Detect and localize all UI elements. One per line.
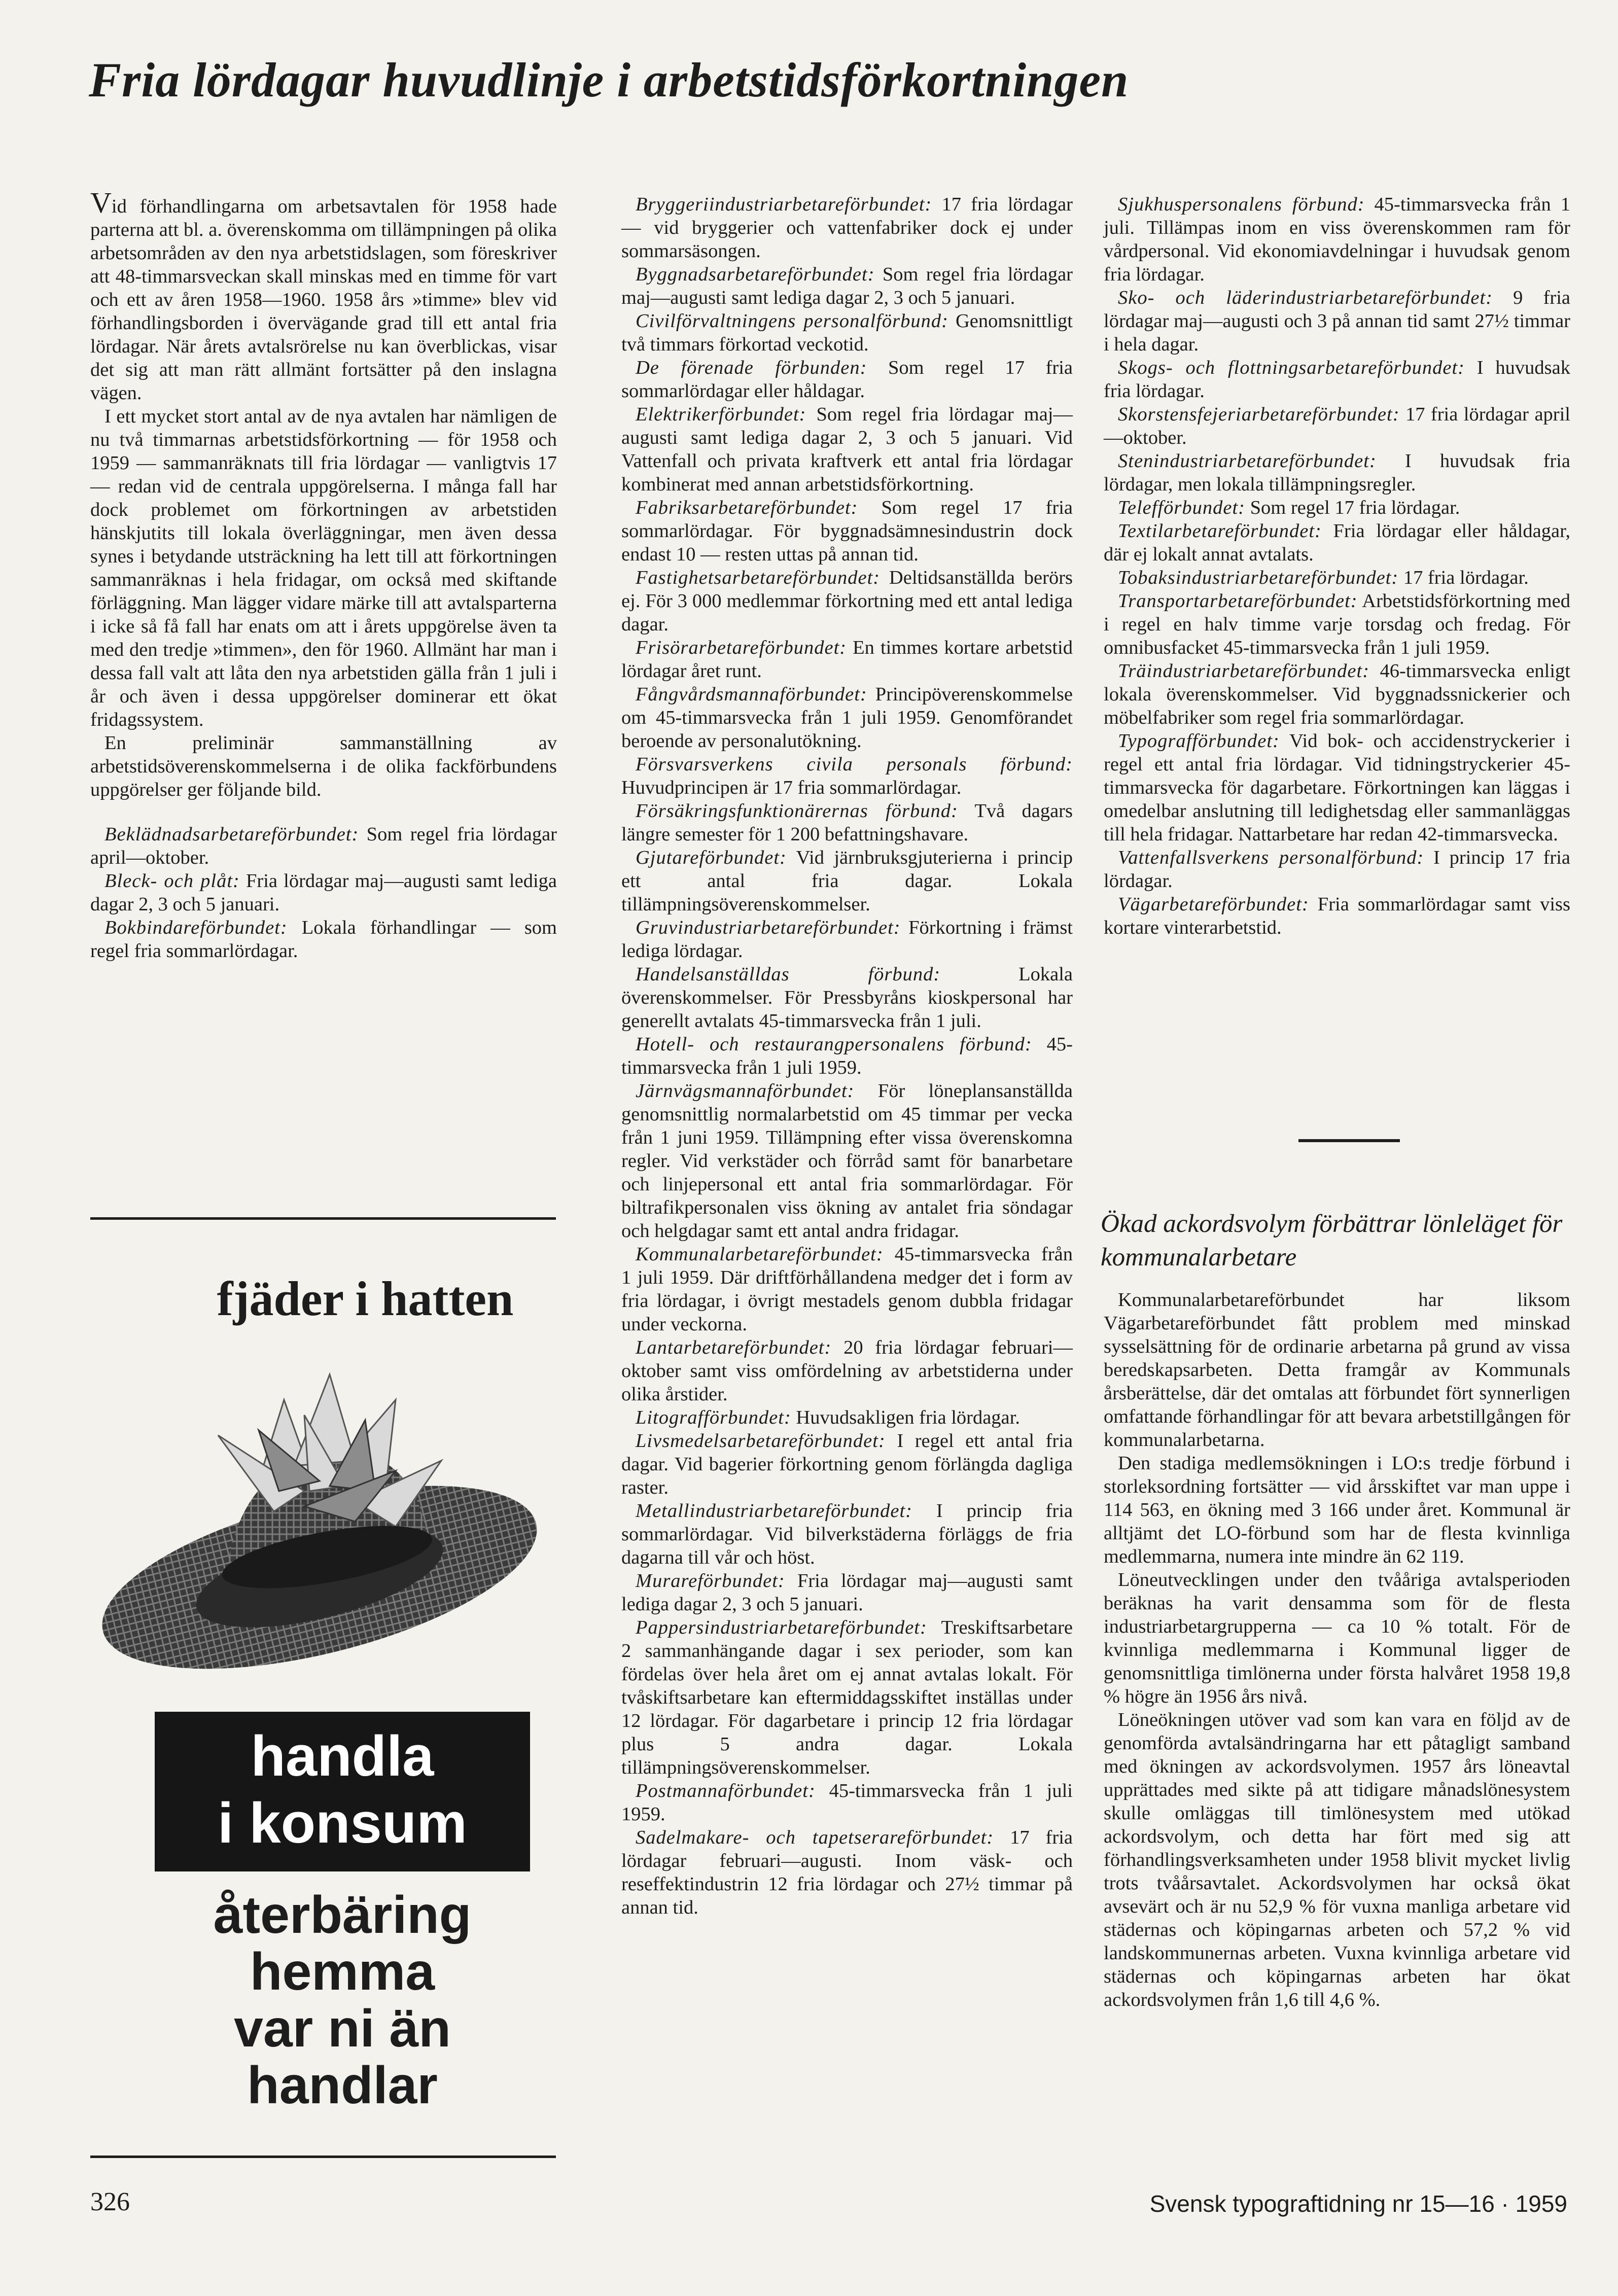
union-entry	[90, 916, 557, 963]
union-text: Huvudsakligen fria lördagar.	[791, 1407, 1020, 1428]
intro-paragraph: Vid förhandlingarna om arbetsavtalen för 1958 hade parterna att bl. a. överenskomma om tillämpningen på olika arbetsområden av den nya arbetstidslagen, som föreskriver att 48-timmarsveckan skall minskas med en timme för vart och ett av åren 1958—1960. 1958 års »timme» blev vid förhandlingsborden i övervägande grad till ett antal fria lördagar. När årets avtalsrörelse nu kan överblickas, visar det sig att man rätt allmänt fortsätter på den inslagna vägen.	[90, 186, 557, 404]
union-entry	[621, 566, 1073, 636]
union-name: Handelsanställdas förbund:	[636, 964, 941, 985]
union-text: Fria lördagar maj—augusti samt lediga dagar 2, 3 och 5 januari.	[621, 1570, 1073, 1615]
union-entry	[90, 823, 557, 869]
union-text: 17 fria lördagar april—oktober.	[1104, 404, 1570, 448]
union-name: Murareförbundet:	[636, 1570, 785, 1592]
union-name: Metallindustriarbetareförbundet:	[636, 1500, 912, 1522]
union-text: Förkortning i främst lediga lördagar.	[621, 917, 1073, 962]
union-text: Huvudprincipen är 17 fria sommarlördagar.	[621, 777, 962, 798]
union-text: I princip fria sommarlördagar. Vid bilverkstäderna förläggs de fria dagarna till vår och höst.	[621, 1500, 1073, 1568]
union-entry	[621, 1779, 1073, 1826]
union-name: Träindustriarbetareförbundet:	[1118, 660, 1370, 682]
union-entry	[1104, 729, 1570, 846]
union-entry	[1104, 286, 1570, 356]
union-text: Lokala förhandlingar — som regel fria sommarlördagar.	[90, 917, 557, 962]
union-name: Bryggeriindustriarbetareförbundet:	[636, 194, 932, 215]
union-text: 17 fria lördagar — vid bryggerier och vattenfabriker dock ej under sommarsäsongen.	[621, 194, 1073, 262]
union-name: Skorstensfejeriarbetareförbundet:	[1118, 404, 1400, 425]
union-text: Som regel fria lördagar maj—augusti samt lediga dagar 2, 3 och 5 januari.	[621, 264, 1073, 308]
union-entry	[621, 1243, 1073, 1336]
union-entry	[621, 263, 1073, 309]
union-text: Som regel fria lördagar maj—augusti samt lediga dagar 2, 3 och 5 januari. Vid Vattenfall och privata kraftverk ett antal fria lördagar kombinerat med annan arbetstidsförkortning.	[621, 404, 1073, 495]
union-entry	[1104, 846, 1570, 893]
union-name: Civilförvaltningens personalförbund:	[636, 310, 948, 332]
union-entry	[621, 1616, 1073, 1779]
union-name: Fabriksarbetareförbundet:	[636, 497, 858, 518]
union-text: Arbetstidsförkortning med i regel en halv timme varje torsdag och fredag. För omnibusfacket 45-timmarsvecka från 1 juli 1959.	[1104, 590, 1570, 658]
union-name: Lantarbetareförbundet:	[636, 1337, 832, 1358]
column-divider-rule	[90, 1217, 556, 1220]
headline: Fria lördagar huvudlinje i arbetstidsförkortningen	[89, 53, 1129, 107]
union-name: Textilarbetareförbundet:	[1118, 520, 1322, 542]
union-name: Tobaksindustriarbetareförbundet:	[1118, 567, 1399, 588]
union-entry	[621, 1569, 1073, 1616]
union-name: Byggnadsarbetareförbundet:	[636, 264, 875, 285]
union-entry	[621, 309, 1073, 356]
union-entry	[621, 799, 1073, 846]
union-name: De förenade förbunden:	[636, 357, 867, 378]
ad-tagline-line: handlar	[247, 2056, 438, 2115]
union-entry	[1104, 449, 1570, 496]
union-text: 9 fria lördagar maj—augusti och 3 på annan tid samt 27½ timmar i hela dagar.	[1104, 287, 1570, 355]
union-name: Sko- och läderindustriarbetareförbundet:	[1118, 287, 1493, 308]
union-text: 17 fria lördagar februari—augusti. Inom väsk- och reseffektindustrin 12 fria lördagar och 27½ timmar på annan tid.	[621, 1827, 1073, 1918]
union-text: 20 fria lördagar februari—oktober samt viss omfördelning av arbetstiderna under olika årstider.	[621, 1337, 1073, 1405]
union-entry	[621, 1033, 1073, 1079]
ad-slogan-box	[155, 1712, 530, 1871]
union-entry	[1104, 566, 1570, 589]
union-name: Försäkringsfunktionärernas förbund:	[636, 800, 958, 822]
union-text: Lokala överenskommelser. För Pressbyråns kioskpersonal har generellt avtalats 45-timmarsvecka från 1 juli.	[621, 964, 1073, 1032]
union-text: 45-timmarsvecka från 1 juli. Tillämpas inom en viss överenskommen ram för vårdpersonal. Vid ekonomiavdelningar i huvudsak genom fria lördagar.	[1104, 194, 1571, 285]
hat-illustration	[91, 1339, 558, 1694]
union-text: Principöverenskommelse om 45-timmarsvecka från 1 juli 1959. Genomförandet beroende av personalutökning.	[621, 684, 1073, 752]
union-entry	[1104, 589, 1570, 659]
union-text: Fria lördagar eller håldagar, där ej lokalt annat avtalats.	[1104, 520, 1570, 565]
union-name: Vattenfallsverkens personalförbund:	[1118, 847, 1424, 868]
article-column-1	[90, 186, 557, 963]
union-entry	[1104, 496, 1570, 519]
union-name: Livsmedelsarbetareförbundet:	[636, 1430, 886, 1452]
union-text: Vid bok- och accidenstryckerier i regel ett antal fria lördagar. Vid tidningstryckerier 45-timmarsvecka för dagarbetare. Förkortningen kan läggas i omedelbar anslutning till ledighetsdag eller sammanläggas till hela fridagar. Nattarbetare har redan 42-timmarsvecka.	[1104, 730, 1570, 845]
union-entry	[621, 403, 1073, 496]
union-entry	[621, 1336, 1073, 1406]
union-name: Frisörarbetareförbundet:	[636, 637, 847, 658]
union-entry	[1104, 193, 1570, 286]
union-entry	[621, 753, 1073, 799]
article2-body	[1104, 1288, 1570, 2011]
union-entry	[621, 193, 1073, 263]
union-text: Två dagars längre semester för 1 200 befattningshavare.	[621, 800, 1073, 845]
article2-title: Ökad ackordsvolym förbättrar lönleläget för kommunalarbetare	[1101, 1210, 1563, 1271]
union-name: Typografförbundet:	[1118, 730, 1280, 752]
union-entry	[621, 963, 1073, 1033]
union-text: Som regel 17 fria sommarlördagar eller håldagar.	[621, 357, 1073, 402]
union-text: I regel ett antal fria dagar. Vid bagerier förkortning genom förlängda dagliga raster.	[621, 1430, 1073, 1498]
article2-paragraph: Den stadiga medlemsökningen i LO:s tredje förbund i storleksordning fortsätter — vid årsskiftet var man uppe i 114 563, en ökning med 3 166 under året. Kommunal är alltjämt det LO-förbund som har de flesta kvinnliga medlemmarna, numera inte mindre än 62 119.	[1104, 1453, 1570, 1567]
paragraph: I ett mycket stort antal av de nya avtalen har nämligen de nu två timmarnas arbetstidsförkortning — för 1958 och 1959 — sammanräknats till fria lördagar — vanligtvis 17 — redan vid de centrala uppgörelserna. I många fall har dock problemet om förkortningen av arbetstiden hänskjutits till lokala överläggningar, men även dessa synes i betydande utsträckning ha lett till att förkortningen sammanräknas i hela fridagar, om också med skiftande förläggning. Man lägger vidare märke till att avtalsparterna i icke så få fall har enats om att i årets uppgörelse även ta med den tredje »timmen», den för 1960. Allmänt har man i dessa fall valt att låta den nya arbetstiden gälla från 1 juli i år och även i dessa uppgörelser dominerar ett ökat fridagssystem.	[90, 406, 557, 730]
union-text: I princip 17 fria lördagar.	[1104, 847, 1570, 892]
ad-tagline-line: var ni än	[234, 1999, 451, 2058]
publication-footer: Svensk typograftidning nr 15—16 · 1959	[1149, 2191, 1567, 2217]
union-text: I huvudsak fria lördagar, men lokala tillämpningsregler.	[1104, 450, 1570, 495]
union-entry	[621, 1079, 1073, 1243]
union-text: I huvudsak fria lördagar.	[1104, 357, 1570, 402]
union-name: Skogs- och flottningsarbetareförbundet:	[1118, 357, 1465, 378]
union-entry	[621, 1429, 1073, 1499]
union-name: Sadelmakare- och tapetserareförbundet:	[636, 1827, 994, 1848]
page-number: 326	[90, 2187, 130, 2216]
union-text: Fria sommarlördagar samt viss kortare vinterarbetstid.	[1104, 894, 1570, 938]
union-name: Litografförbundet:	[636, 1407, 791, 1428]
article-column-3	[1104, 193, 1570, 939]
union-entry	[621, 683, 1073, 753]
union-name: Vägarbetareförbundet:	[1118, 894, 1309, 915]
ad-tagline-line: återbäring	[213, 1886, 472, 1945]
union-list	[621, 193, 1073, 1919]
union-name: Järnvägsmannaförbundet:	[636, 1080, 855, 1102]
initial-letter: V	[90, 186, 112, 219]
union-text: Som regel 17 fria lördagar.	[1245, 497, 1460, 518]
union-text: 46-timmarsvecka enligt lokala överenskommelser. Vid byggnadssnickerier och möbelfabriker som regel fria sommarlördagar.	[1104, 660, 1570, 728]
union-entry	[621, 846, 1073, 916]
article2-paragraph: Löneutvecklingen under den tvååriga avtalsperioden beräknas ha varit densamma som för de flesta industriarbetargrupperna — ca 10 % totalt. För de kvinnliga medlemmarna i Kommunal ligger de genomsnittliga timlönerna under första halvåret 1958 19,8 % högre än 1956 års nivå.	[1104, 1569, 1570, 1707]
union-text: 17 fria lördagar.	[1398, 567, 1529, 588]
article-column-2	[621, 193, 1073, 1919]
union-name: Elektrikerförbundet:	[636, 404, 806, 425]
section-divider-rule	[1298, 1139, 1400, 1142]
ad-tagline-line: hemma	[250, 1942, 435, 2001]
union-text: 45-timmarsvecka från 1 juli 1959. Där driftförhållandena medger det i form av fria lördagar, i övrigt mestadels genom dubbla fridagar under veckorna.	[621, 1244, 1073, 1335]
union-name: Kommunalarbetareförbundet:	[636, 1244, 884, 1265]
paragraph: En preliminär sammanställning av arbetstidsöverenskommelserna i de olika fackförbundens uppgörelser ger följande bild.	[90, 732, 557, 800]
union-name: Bokbindareförbundet:	[104, 917, 288, 938]
union-name: Beklädnadsarbetareförbundet:	[104, 824, 359, 845]
union-entry	[1104, 403, 1570, 449]
union-entry	[1104, 659, 1570, 729]
union-entry	[621, 636, 1073, 683]
union-entry	[621, 1826, 1073, 1919]
union-name: Fångvårdsmannaförbundet:	[636, 684, 867, 705]
union-entry	[1104, 519, 1570, 566]
union-entry	[1104, 893, 1570, 939]
union-name: Transportarbetareförbundet:	[1118, 590, 1358, 612]
union-text: Deltidsanställda berörs ej. För 3 000 medlemmar förkortning med ett antal lediga dagar.	[621, 567, 1073, 635]
union-name: Fastighetsarbetareförbundet:	[636, 567, 881, 588]
union-name: Försvarsverkens civila personals förbund:	[636, 754, 1073, 775]
union-text: För löneplansanställda genomsnittlig normalarbetstid om 45 timmar per vecka från 1 juni 1959. Tillämpning efter vissa överenskomna regler. Vid verkstäder och förråd samt för banarbetare och linjepersonal ett antal fria sommarlördagar. För biltrafikpersonalen viss ökning av antalet fria söndagar och helgdagar samt ett antal andra fridagar.	[621, 1080, 1073, 1242]
union-entry	[621, 1406, 1073, 1429]
union-name: Bleck- och plåt:	[104, 870, 240, 892]
union-entry	[621, 496, 1073, 566]
ad-slogan-line: i konsum	[218, 1791, 467, 1855]
union-text: 45-timmarsvecka från 1 juli 1959.	[621, 1034, 1073, 1078]
union-name: Hotell- och restaurangpersonalens förbund:	[636, 1034, 1032, 1055]
article2-paragraph: Löneökningen utöver vad som kan vara en följd av de genomförda avtalsändringarna har ett påtagligt samband med ökningen av ackordsvolymen. 1957 års löneavtal upprättades med sikte på att tidigare månadslönesystem skulle omläggas till timlönesystem med utökad ackordsvolym, och detta har fört med sig att förhandlingsverksamheten under 1958 blivit mycket livlig trots tvåårsavtalet. Ackordsvolymen har också ökat avsevärt och är nu 52,9 % för vuxna manliga arbetare vid städernas och köpingarnas arbeten och 57,2 % vid landskommunernas arbeten. Vuxna kvinnliga arbetare vid städernas och köpingarnas arbeten har ökat ackordsvolymen från 1,6 till 4,6 %.	[1104, 1709, 1570, 2010]
union-entry	[1104, 356, 1570, 403]
union-text: Treskiftsarbetare 2 sammanhängande dagar i sex perioder, som kan fördelas över hela året om ej annat avtalas lokalt. För tvåskiftsarbetare kan eftermiddagsskiftet inställas under 12 lördagar. För dagarbetare i princip 12 fria lördagar plus 5 andra dagar. Lokala tillämpningsöverenskommelser.	[621, 1617, 1073, 1778]
union-list	[1104, 193, 1570, 939]
union-text: Genomsnittligt två timmars förkortad veckotid.	[621, 310, 1073, 355]
union-text: En timmes kortare arbetstid lördagar året runt.	[621, 637, 1073, 682]
union-list	[90, 823, 557, 963]
ad-tagline	[155, 1887, 530, 2114]
union-name: Telefförbundet:	[1118, 497, 1245, 518]
union-text: Vid järnbruksgjuterierna i princip ett antal fria dagar. Lokala tillämpningsöverenskommelser.	[621, 847, 1073, 915]
union-name: Sjukhuspersonalens förbund:	[1118, 194, 1365, 215]
union-text: Som regel fria lördagar april—oktober.	[90, 824, 557, 868]
union-entry	[621, 356, 1073, 403]
union-name: Pappersindustriarbetareförbundet:	[636, 1617, 927, 1638]
union-name: Stenindustriarbetareförbundet:	[1118, 450, 1377, 472]
union-name: Postmannaförbundet:	[636, 1780, 816, 1802]
union-entry	[621, 916, 1073, 963]
article2-paragraph: Kommunalarbetareförbundet har liksom Vägarbetareförbundet fått problem med minskad sysselsättning för de ordinarie arbetarna på grund av vissa beredskapsarbeten. Detta framgår av Kommunals årsberättelse, där det omtalas att förbundet fört synnerligen omfattande förhandlingar för att bevara arbetstillgången för kommunalarbetarna.	[1104, 1289, 1570, 1451]
union-entry	[90, 869, 557, 916]
ad-bottom-rule	[90, 2156, 556, 2158]
ad-slogan-line: handla	[251, 1724, 434, 1788]
union-name: Gjutareförbundet:	[636, 847, 787, 868]
ad-title: fjäder i hatten	[217, 1271, 514, 1326]
union-entry	[621, 1499, 1073, 1569]
union-text: Fria lördagar maj—augusti samt lediga dagar 2, 3 och 5 januari.	[90, 870, 557, 915]
union-name: Gruvindustriarbetareförbundet:	[636, 917, 901, 938]
union-text: 45-timmarsvecka från 1 juli 1959.	[621, 1780, 1073, 1825]
union-text: Som regel 17 fria sommarlördagar. För byggnadsämnesindustrin dock endast 10 — resten uttas på annan tid.	[621, 497, 1073, 565]
